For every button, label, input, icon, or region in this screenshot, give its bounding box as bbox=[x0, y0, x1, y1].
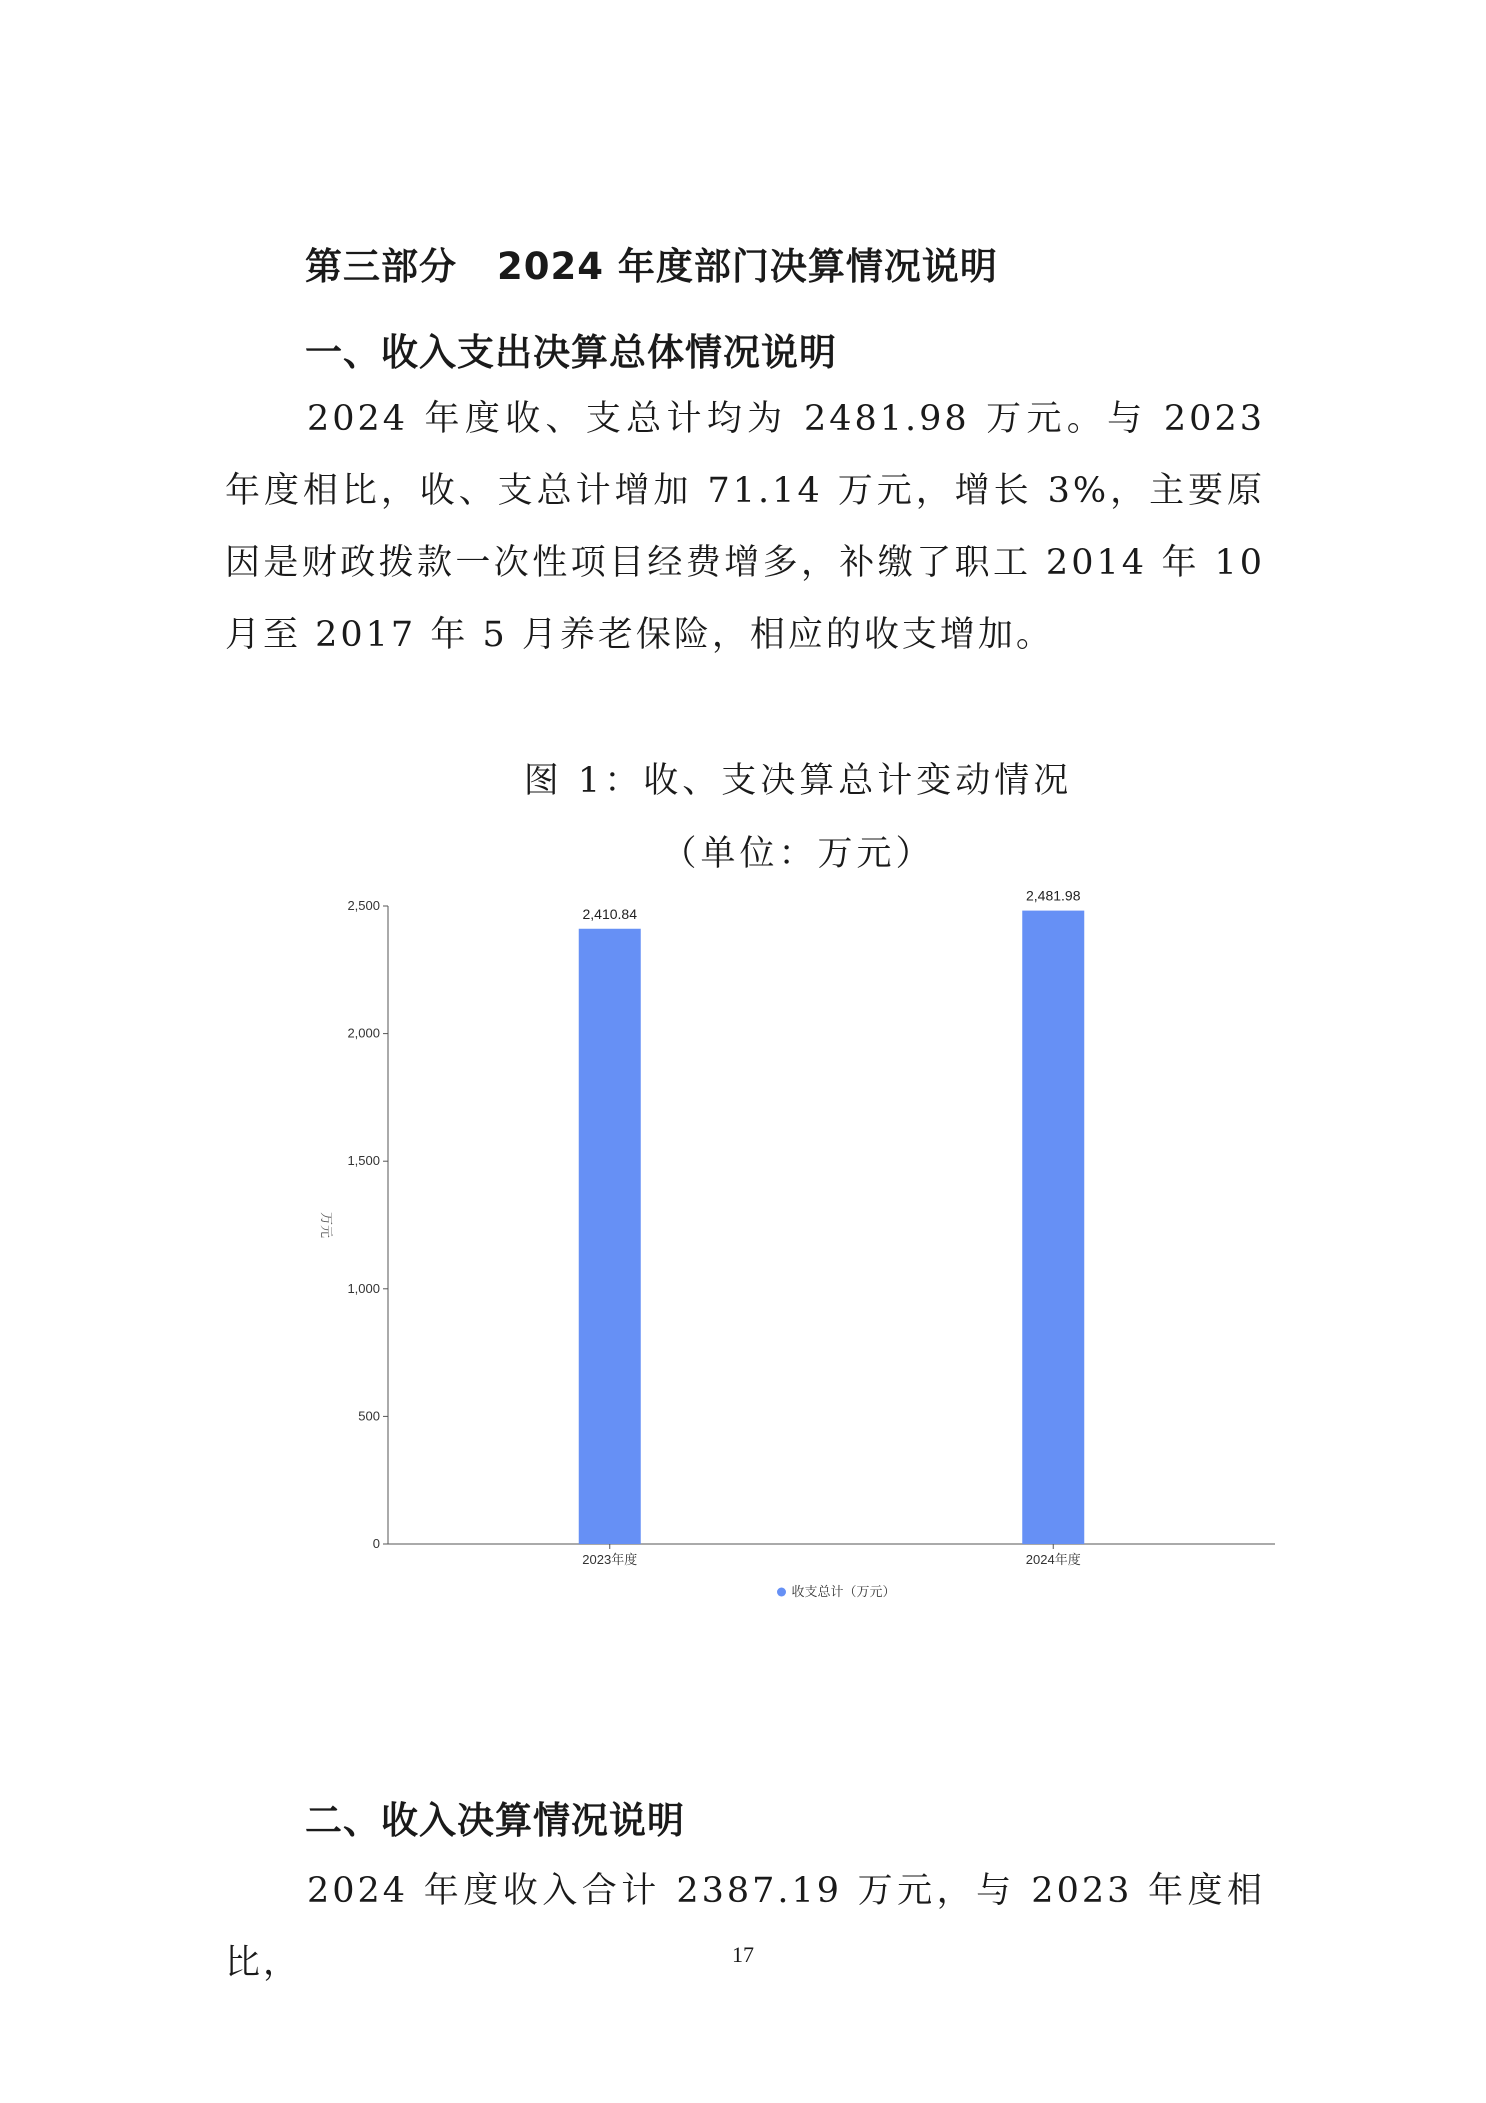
x-tick-label: 2023年度 bbox=[582, 1552, 638, 1567]
section1-heading: 一、收入支出决算总体情况说明 bbox=[305, 331, 837, 374]
bar bbox=[1022, 911, 1084, 1544]
bar-chart-svg bbox=[290, 880, 1290, 1620]
figure-unit: （单位：万元） bbox=[661, 834, 935, 874]
x-tick-label: 2024年度 bbox=[1025, 1552, 1081, 1567]
legend-marker bbox=[777, 1588, 786, 1597]
part-title bbox=[305, 236, 998, 290]
page-number: 17 bbox=[732, 1942, 754, 1967]
y-tick-label: 2,500 bbox=[347, 898, 380, 913]
section2-heading: 二、收入决算情况说明 bbox=[305, 1799, 685, 1842]
bar-value-label: 2,410.84 bbox=[582, 905, 637, 922]
figure-caption: 图 1：收、支决算总计变动情况 bbox=[523, 761, 1073, 801]
legend-label: 收支总计（万元） bbox=[791, 1584, 896, 1599]
y-tick-label: 500 bbox=[358, 1408, 380, 1424]
y-axis-label: 万元 bbox=[319, 1211, 334, 1239]
part-title-label: 第三部分 bbox=[305, 245, 457, 288]
bar-chart bbox=[290, 880, 1290, 1620]
y-tick-label: 1,000 bbox=[347, 1280, 380, 1296]
y-tick-label: 2,000 bbox=[347, 1025, 380, 1041]
part-title-text: 2024 年度部门决算情况说明 bbox=[497, 245, 998, 288]
section2-paragraph: 2024 年度收入合计 2387.19 万元，与 2023 年度相比， bbox=[225, 1871, 1265, 1983]
section1-paragraph: 2024 年度收、支总计均为 2481.98 万元。与 2023 年度相比，收、支总计增加 71.14 万元，增长 3%，主要原因是财政拨款一次性项目经费增多，补缴了职工 2014 年 10 月至 2017 年 5 月养老保险，相应的收支增加。 bbox=[225, 399, 1265, 655]
y-tick-label: 1,500 bbox=[347, 1153, 380, 1169]
bar bbox=[579, 929, 641, 1544]
bar-value-label: 2,481.98 bbox=[1026, 887, 1081, 904]
y-tick-label: 0 bbox=[372, 1536, 380, 1551]
